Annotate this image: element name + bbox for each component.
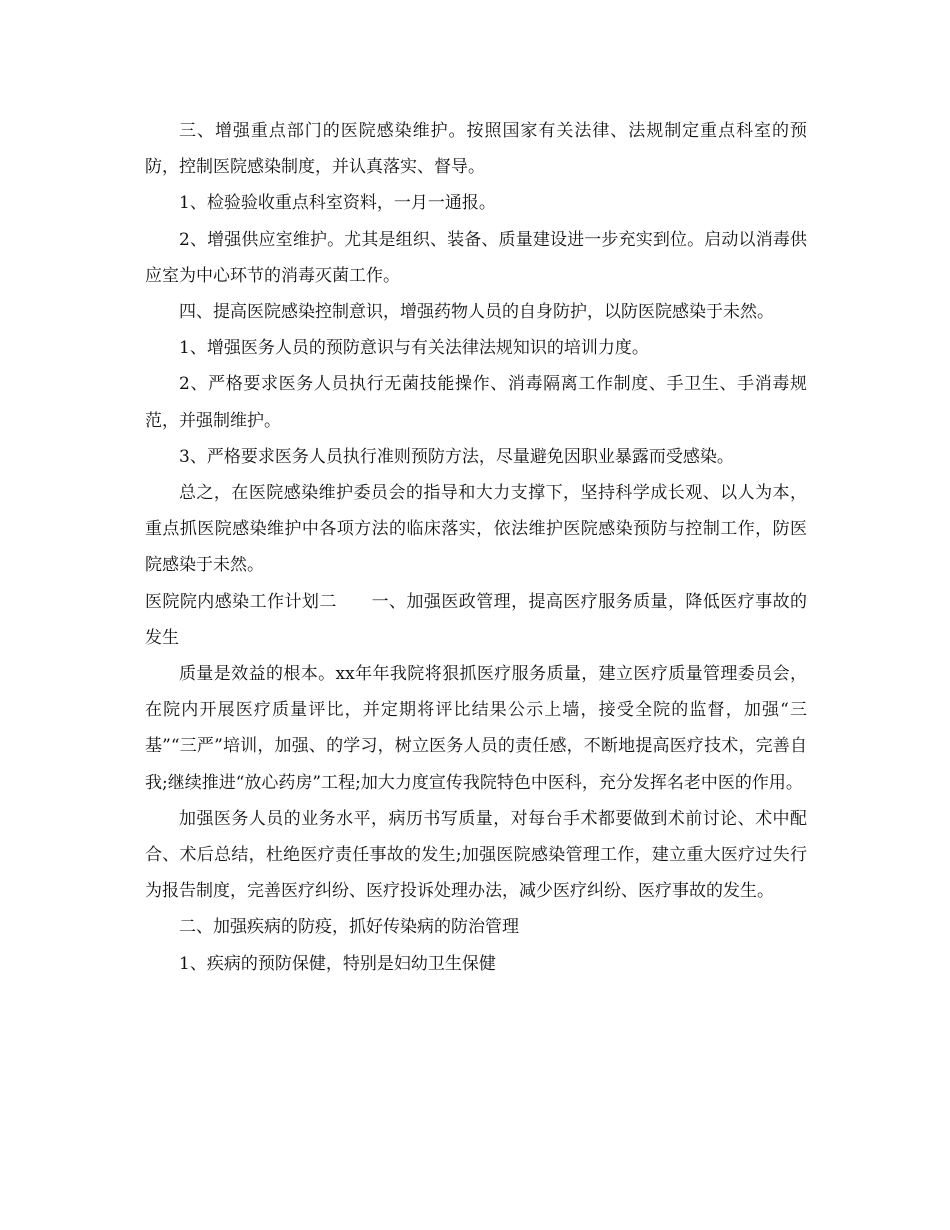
body-paragraph: 2、严格要求医务人员执行无菌技能操作、消毒隔离工作制度、手卫生、手消毒规范，并强制维护。 [145,374,807,431]
body-paragraph: 1、疾病的预防保健，特别是妇幼卫生保健 [179,953,496,974]
body-paragraph: 总之，在医院感染维护委员会的指导和大力支撑下，坚持科学成长观、以人为本，重点抓医院感染维护中各项方法的临床落实，依法维护医院感染预防与控制工作，防医院感染于未然。 [145,483,807,576]
document-page [145,113,807,982]
body-paragraph: 三、增强重点部门的医院感染维护。按照国家有关法律、法规制定重点科室的预防，控制医院感染制度，并认真落实、督导。 [145,121,807,178]
section-heading-paragraph: 医院院内感染工作计划二 一、加强医政管理，提高医疗服务质量，降低医疗事故的发生 [145,591,807,648]
body-paragraph: 1、增强医务人员的预防意识与有关法律法规知识的培训力度。 [179,338,649,359]
body-paragraph: 质量是效益的根本。xx年年我院将狠抓医疗服务质量，建立医疗质量管理委员会，在院内开展医疗质量评比，并定期将评比结果公示上墙，接受全院的监督，加强“三基”“三严”培训，加强、的学习，树立医务人员的责任感，不断地提高医疗技术，完善自我;继续推进“放心药房”工程;加大力度宣传我院特色中医科，充分发挥名老中医的作用。 [145,664,807,793]
body-paragraph: 四、提高医院感染控制意识，增强药物人员的自身防护，以防医院感染于未然。 [179,302,774,323]
body-paragraph: 加强医务人员的业务水平，病历书写质量，对每台手术都要做到术前讨论、术中配合、术后总结，杜绝医疗责任事故的发生;加强医院感染管理工作，建立重大医疗过失行为报告制度，完善医疗纠纷、医疗投诉处理办法，减少医疗纠纷、医疗事故的发生。 [145,808,807,902]
body-paragraph: 1、检验验收重点科室资料，一月一通报。 [179,193,496,214]
body-paragraph: 3、严格要求医务人员执行准则预防方法，尽量避免因职业暴露而受感染。 [179,446,734,467]
body-paragraph: 二、加强疾病的防疫，抓好传染病的防治管理 [179,917,519,938]
body-paragraph: 2、增强供应室维护。尤其是组织、装备、质量建设进一步充实到位。启动以消毒供应室为中心环节的消毒灭菌工作。 [145,229,807,286]
